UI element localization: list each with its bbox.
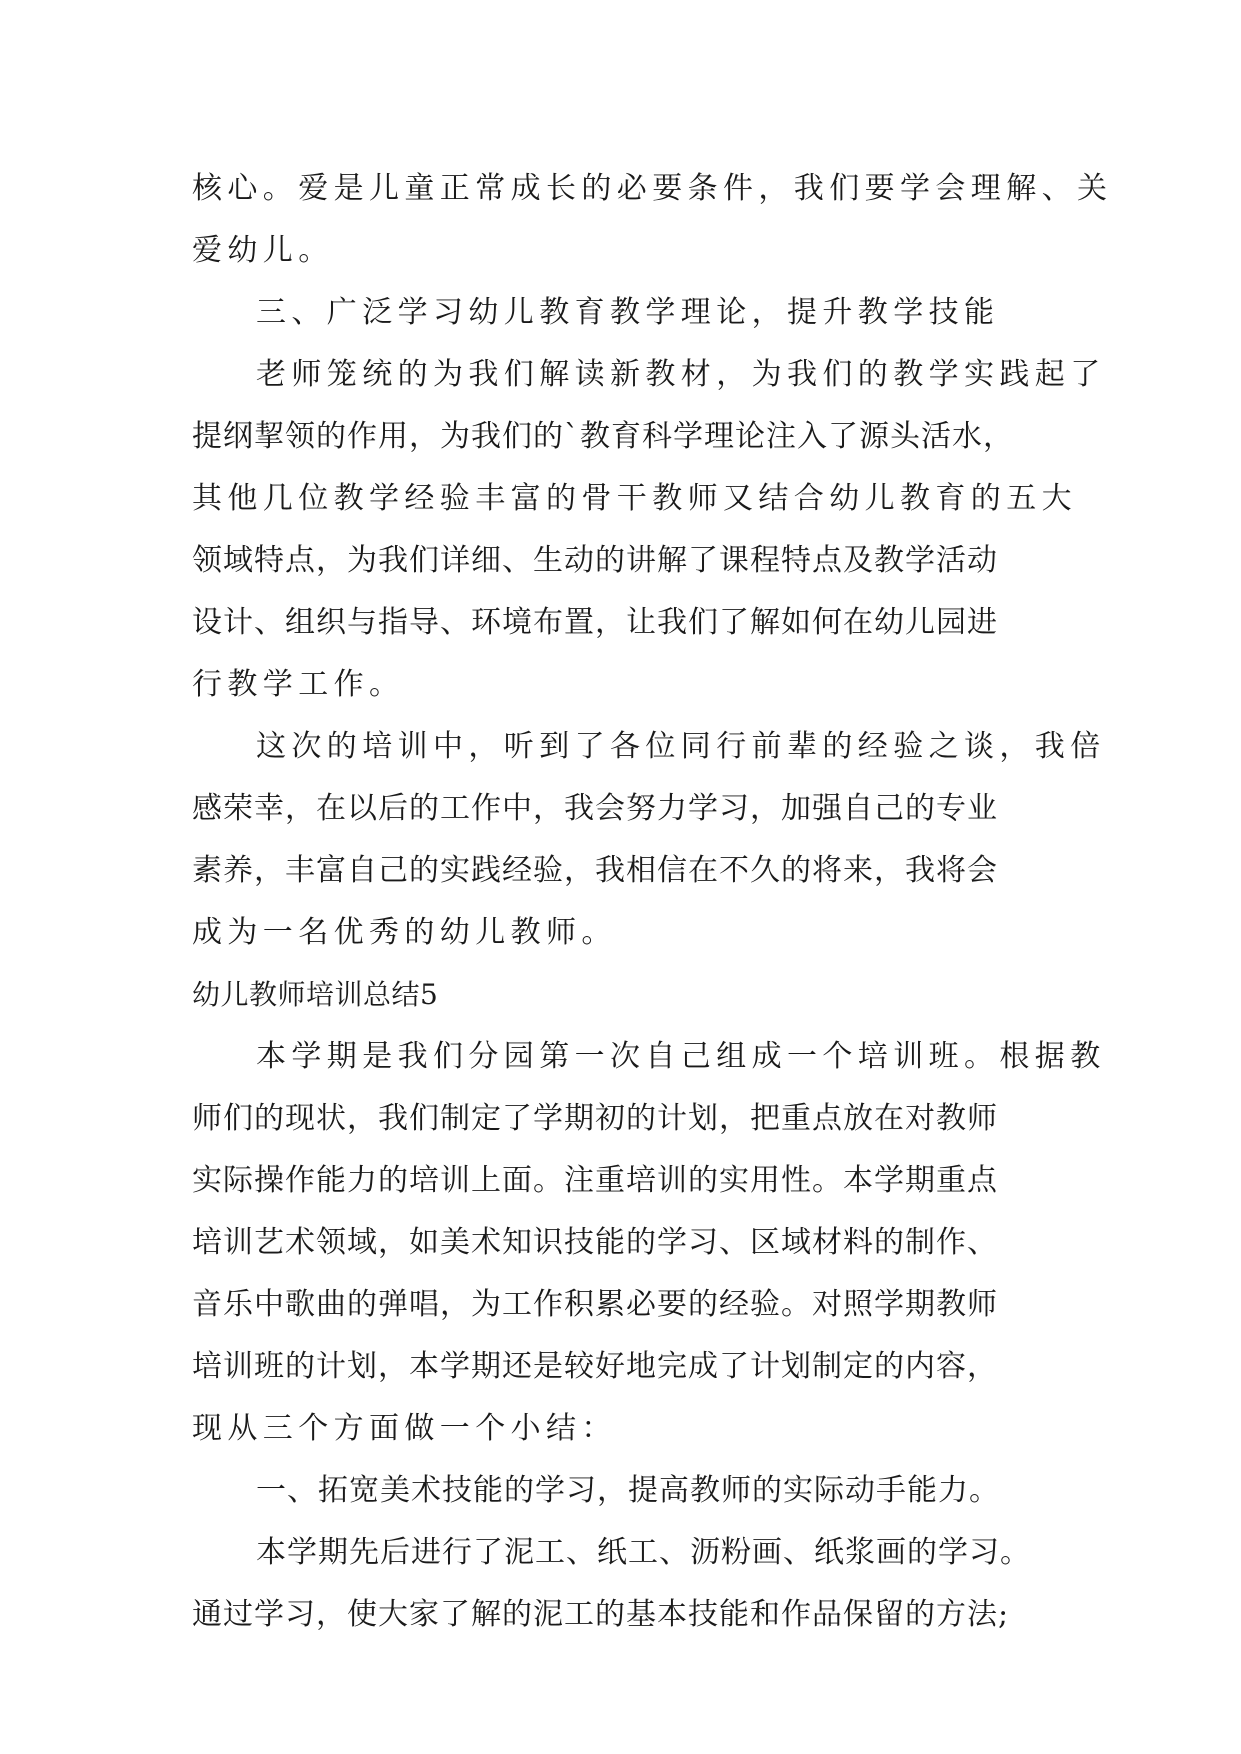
paragraph-line: 培训艺术领域，如美术知识技能的学习、区域材料的制作、 bbox=[192, 1225, 998, 1260]
document-title: 幼儿教师培训总结5 bbox=[192, 978, 439, 1011]
paragraph-line: 老师笼统的为我们解读新教材，为我们的教学实践起了 bbox=[256, 357, 1106, 392]
paragraph-line: 其他几位教学经验丰富的骨干教师又结合幼儿教育的五大 bbox=[192, 481, 1077, 516]
paragraph-line: 核心。爱是儿童正常成长的必要条件，我们要学会理解、关 bbox=[192, 171, 1113, 206]
paragraph-line: 现从三个方面做一个小结： bbox=[192, 1411, 617, 1446]
paragraph-line: 成为一名优秀的幼儿教师。 bbox=[192, 915, 617, 950]
paragraph-line: 行教学工作。 bbox=[192, 667, 405, 702]
paragraph-line: 素养，丰富自己的实践经验，我相信在不久的将来，我将会 bbox=[192, 853, 998, 888]
paragraph-line: 领域特点，为我们详细、生动的讲解了课程特点及教学活动 bbox=[192, 543, 998, 578]
paragraph-line: 培训班的计划，本学期还是较好地完成了计划制定的内容， bbox=[192, 1349, 998, 1384]
paragraph-line: 感荣幸，在以后的工作中，我会努力学习，加强自己的专业 bbox=[192, 791, 998, 826]
paragraph-line: 本学期先后进行了泥工、纸工、沥粉画、纸浆画的学习。 bbox=[256, 1535, 1031, 1570]
paragraph-line: 设计、组织与指导、环境布置，让我们了解如何在幼儿园进 bbox=[192, 605, 998, 640]
paragraph-line: 这次的培训中，听到了各位同行前辈的经验之谈，我倍 bbox=[256, 729, 1106, 764]
document-body bbox=[192, 158, 1113, 1646]
paragraph-line: 师们的现状，我们制定了学期初的计划，把重点放在对教师 bbox=[192, 1101, 998, 1136]
paragraph-line: 本学期是我们分园第一次自己组成一个培训班。根据教 bbox=[256, 1039, 1106, 1074]
section-heading: 三、广泛学习幼儿教育教学理论，提升教学技能 bbox=[256, 295, 1000, 330]
section-heading: 一、拓宽美术技能的学习，提高教师的实际动手能力。 bbox=[256, 1473, 1000, 1508]
paragraph-line: 通过学习，使大家了解的泥工的基本技能和作品保留的方法; bbox=[192, 1597, 1010, 1632]
paragraph-line: 爱幼儿。 bbox=[192, 233, 334, 268]
paragraph-line: 提纲挈领的作用，为我们的`教育科学理论注入了源头活水， bbox=[192, 419, 1014, 454]
paragraph-line: 音乐中歌曲的弹唱，为工作积累必要的经验。对照学期教师 bbox=[192, 1287, 998, 1322]
paragraph-line: 实际操作能力的培训上面。注重培训的实用性。本学期重点 bbox=[192, 1163, 998, 1198]
